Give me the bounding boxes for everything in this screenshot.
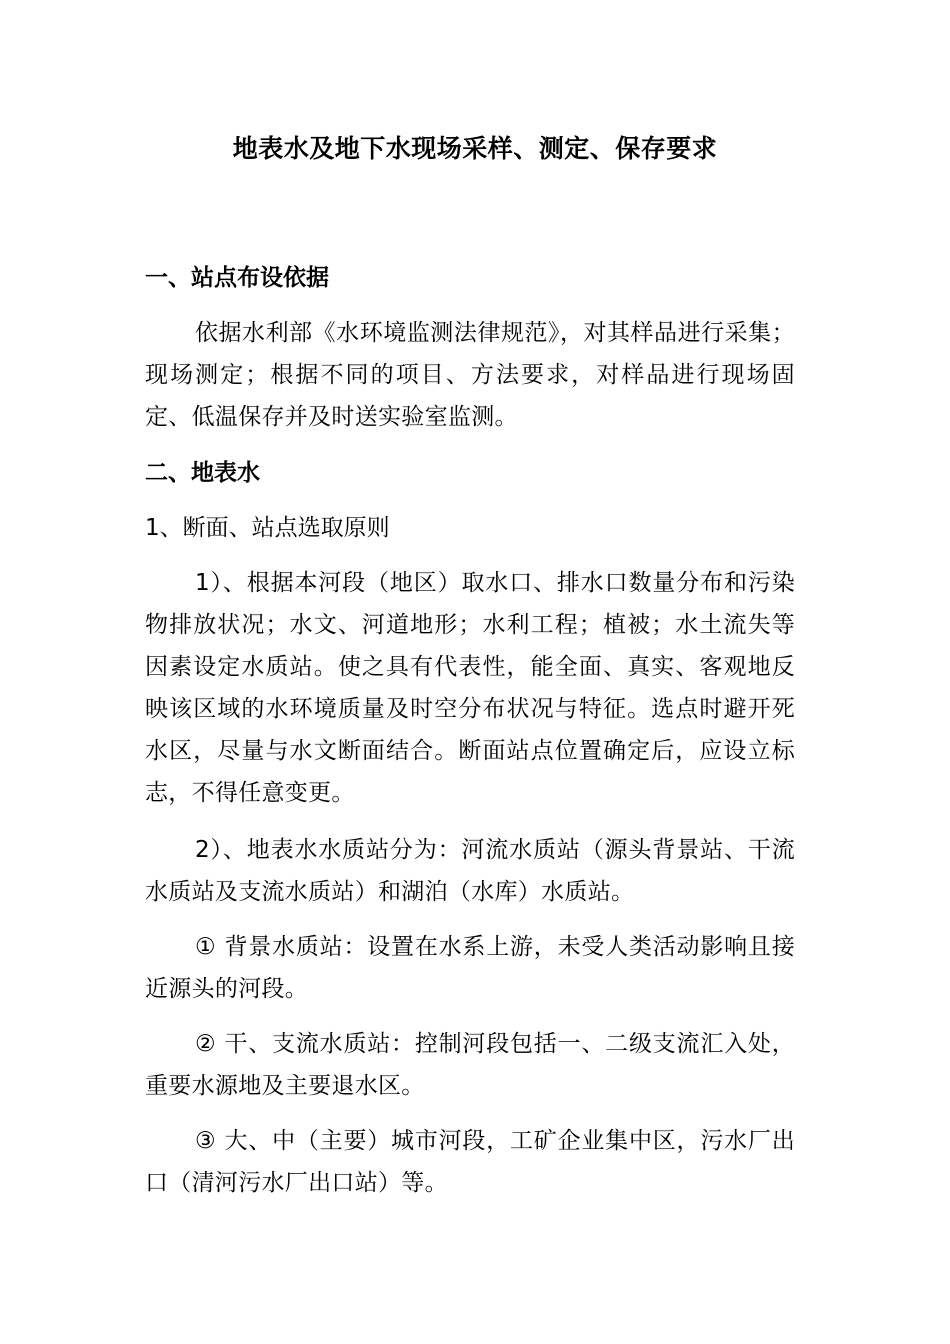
subheading-selection-principles: 1、断面、站点选取原则 [145, 515, 390, 541]
paragraph-tributary-station: ② 干、支流水质站：控制河段包括一、二级支流汇入处，重要水源地及主要退水区。 [145, 1031, 795, 1099]
paragraph-principle-1: 1）、根据本河段（地区）取水口、排水口数量分布和污染物排放状况；水文、河道地形；水利工程；植被；水土流失等因素设定水质站。使之具有代表性，能全面、真实、客观地反映该区域的水环境质量及时空分布状况与特征。选点时避开死水区，尽量与水文断面结合。断面站点位置确定后，应设立标志，不得任意变更。 [145, 570, 795, 806]
paragraph-site-basis: 依据水利部《水环境监测法律规范》，对其样品进行采集；现场测定；根据不同的项目、方法要求，对样品进行现场固定、低温保存并及时送实验室监测。 [145, 320, 795, 430]
document-title: 地表水及地下水现场采样、测定、保存要求 [232, 134, 718, 163]
section-heading-surface-water: 二、地表水 [145, 460, 260, 486]
paragraph-background-station: ① 背景水质站：设置在水系上游，未受人类活动影响且接近源头的河段。 [145, 934, 795, 1002]
section-heading-site-basis: 一、站点布设依据 [145, 265, 329, 291]
paragraph-city-station: ③ 大、中（主要）城市河段，工矿企业集中区，污水厂出口（清河污水厂出口站）等。 [145, 1128, 795, 1196]
paragraph-principle-2: 2）、地表水水质站分为：河流水质站（源头背景站、干流水质站及支流水质站）和湖泊（水库）水质站。 [145, 837, 795, 905]
